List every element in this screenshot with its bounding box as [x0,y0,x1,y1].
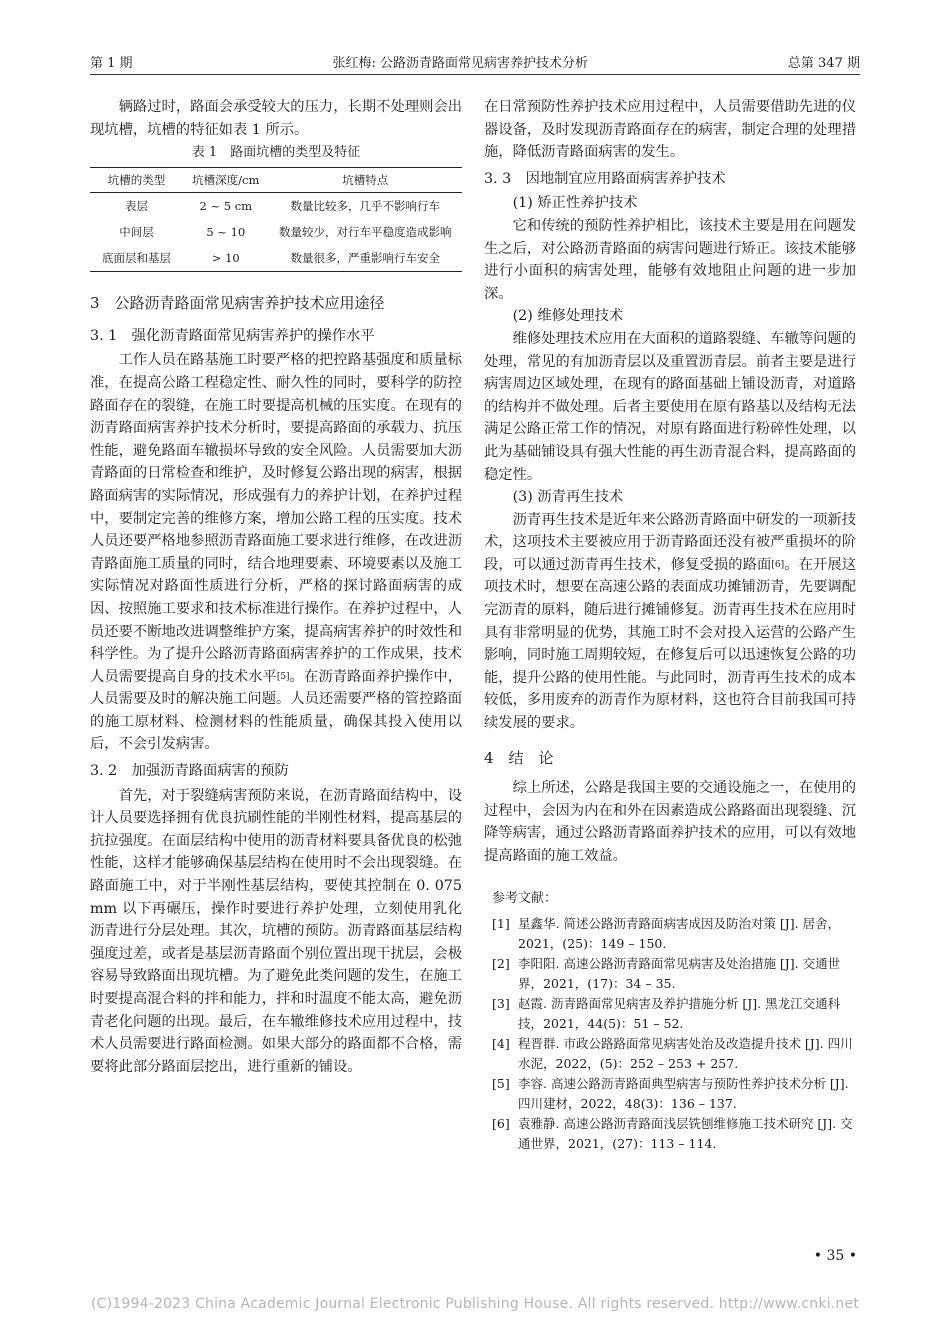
table-header-row [90,168,462,193]
reference-item [484,1114,856,1154]
header-title: 张红梅: 公路沥青路面常见病害养护技术分析 [332,55,588,71]
reference-text: 程晋群. 市政公路路面常见病害处治及改造提升技术 [J]. 四川水泥，2022，(5)：252 – 253 + 257. [518,1036,853,1072]
item-3-text-a: 沥青再生技术是近年来公路沥青路面中研发的一项新技术，这项技术主要被应用于沥青路面还没有被严重损坏的阶段，可以通过沥青再生技术，修复受损的路面 [484,511,856,573]
page-number: • 35 • [813,1248,857,1264]
section-4-heading: 4 结 论 [484,748,554,767]
table-header-cell: 坑槽特点 [269,168,462,193]
item-2-heading: (2) 维修处理技术 [512,308,624,325]
table-cell: 2 ~ 5 cm [199,199,253,214]
reference-number: [4] [492,1036,510,1052]
references-list [484,914,856,1154]
total-issue-label: 总第 347 期 [787,55,860,71]
reference-item [484,1034,856,1074]
table-cell: 底面层和基层 [90,245,183,272]
reference-number: [1] [492,916,510,932]
conclusion-paragraph: 综上所述，公路是我国主要的交通设施之一，在使用的过程中，会因为内在和外在因素造成公路路面出现裂缝、沉降等病害，通过公路沥青路面养护技术的应用，可以有效地提高路面的施工效益。 [484,780,856,864]
item-2-paragraph: 维修处理技术应用在大面积的道路裂缝、车辙等问题的处理，常见的有加沥青层以及重置沥青层。前者主要是进行病害周边区域处理，在现有的路面基础上铺设沥青，对道路的结构并不做处理。后者主要使用在原有路基以及结构无法满足公路正常工作的情况，对原有路面进行粉碎性处理，以此为基础铺设具有强大性能的再生沥青混合料，提高路面的稳定性。 [484,330,856,483]
reference-text: 星鑫华. 简述公路沥青路面病害成因及防治对策 [J]. 居舍，2021，(25)：149 – 150. [518,916,841,952]
intro-paragraph: 辆路过时，路面会承受较大的压力，长期不处理则会出现坑槽，坑槽的特征如表 1 所示。 [90,99,462,138]
reference-item [484,914,856,954]
table-cell: 数量较少，对行车平稳度造成影响 [279,225,452,240]
reference-text: 李阳阳. 高速公路沥青路面常见病害及处治措施 [J]. 交通世界，2021，(17)：34 – 35. [518,956,841,992]
right-column [484,96,856,1154]
table-cell: 表层 [125,199,148,214]
table-cell: > 10 [183,245,269,272]
table-header-cell: 坑槽深度/cm [183,168,269,193]
reference-item [484,954,856,994]
references-title: 参考文献： [492,890,558,906]
item-3-heading: (3) 沥青再生技术 [512,489,624,506]
table-header-cell: 坑槽的类型 [90,168,183,193]
section-3-1-text-b: 。在沥青路面养护操作中，人员需要及时的解决施工问题。人员还需要严格的管控路面的施工原材料、检测材料的性能质量，确保其投入使用以后，不会引发病害。 [90,668,463,753]
table-cell: 数量比较多，几乎不影响行车 [290,199,441,214]
running-header [90,48,860,75]
table-row [90,219,462,245]
table-cell: 数量很多，严重影响行车安全 [269,245,462,272]
table-caption: 表 1 路面坑槽的类型及特征 [191,145,361,161]
reference-item [484,1074,856,1114]
item-1-heading: (1) 矫正性养护技术 [512,195,638,212]
citation-6: [6] [771,559,785,570]
table-cell: 5 ~ 10 [206,225,246,240]
citation-5: [5] [276,671,290,682]
reference-number: [3] [492,996,510,1012]
reference-item [484,994,856,1034]
section-3-1-heading: 3. 1 强化沥青路面常见病害养护的操作水平 [90,327,375,344]
copyright-footer: (C)1994-2023 China Academic Journal Electronic Publishing House. All rights reserved. http://www.cnki.net [90,1296,860,1312]
section-3-2-heading: 3. 2 加强沥青路面病害的预防 [90,763,289,780]
section-3-1-text-a: 工作人员在路基施工时要严格的把控路基强度和质量标准，在提高公路工程稳定性、耐久性的同时，要科学的防控路面存在的裂缝，在施工时要提高机械的压实度。在现有的沥青路面病害养护技术分析时，要提高路面的承载力、抗压性能，避免路面车辙损坏导致的安全风险。人员需要加大沥青路面的日常检查和维护，及时修复公路出现的病害，根据路面病害的实际情况，形成强有力的养护计划，在养护过程中，要制定完善的维修方案，增加公路工程的压实度。技术人员还要严格地参照沥青路面施工要求进行维修，在改进沥青路面施工质量的同时，结合地理要素、环境要素以及施工实际情况对路面性质进行分析，严格的探讨路面病害的成因、按照施工要求和技术标准进行操作。在养护过程中，人员还要不断地改进调整维护方案，提高病害养护的时效性和科学性。为了提升公路沥青路面病害养护的工作成果，技术人员需要提高自身的技术水平 [90,352,462,685]
table-cell: 中间层 [119,225,154,240]
reference-text: 袁雅静. 高速公路沥青路面浅层铣刨维修施工技术研究 [J]. 交通世界，2021，(27)：113 – 114. [518,1116,853,1152]
section-3-3-heading: 3. 3 因地制宜应用路面病害养护技术 [484,170,726,187]
reference-number: [2] [492,956,510,972]
table-row [90,193,462,220]
left-column [90,96,462,1078]
section-3-1-paragraph [90,349,462,756]
prevention-paragraph: 在日常预防性养护技术应用过程中，人员需要借助先进的仪器设备，及时发现沥青路面存在的病害，制定合理的处理措施，降低沥青路面病害的发生。 [484,99,856,161]
reference-text: 李容. 高速公路沥青路面典型病害与预防性养护技术分析 [J]. 四川建材，2022，48(3)：136 – 137. [518,1076,849,1112]
item-1-paragraph: 它和传统的预防性养护相比，该技术主要是用在问题发生之后，对公路沥青路面的病害问题进行矫正。该技术能够进行小面积的病害处理，能够有效地阻止问题的进一步加深。 [484,217,856,302]
pothole-table [90,167,462,272]
section-3-heading: 3 公路沥青路面常见病害养护技术应用途径 [90,294,385,313]
item-3-paragraph [484,509,856,735]
item-3-text-b: 。在开展这项技术时，想要在高速公路的表面成功摊铺沥青，先要调配完沥青的原料，随后进行摊铺修复。沥青再生技术在应用时具有非常明显的优势，其施工时不会对投入运营的公路产生影响，同时施工周期较短，在修复后可以迅速恢复公路的功能，提升公路的使用性能。与此同时，沥青再生技术的成本较低，多用废弃的沥青作为原材料，这也符合目前我国可持续发展的要求。 [484,556,857,732]
reference-number: [6] [492,1116,510,1132]
section-3-2-paragraph: 首先，对于裂缝病害预防来说，在沥青路面结构中，设计人员要选择拥有优良抗刷性能的半刚性材料，提高基层的抗拉强度。在面层结构中使用的沥青材料要具备优良的松弛性能，这样才能够确保基层结构在使用时不会出现裂缝。在路面施工中，对于半刚性基层结构，要使其控制在 0. 075 mm 以下再碾压，操作时要进行养护处理，立刻使用乳化沥青进行分层处理。其次，坑槽的预防。沥青路面基层结构强度过差，或者是基层沥青路面个别位置出现干扰层，会极容易导致路面出现坑槽。为了避免此类问题的发生，在施工时要提高混合料的拌和能力，拌和时温度不能太高，避免沥青老化问题的出现。最后，在车辙维修技术应用过程中，技术人员需要进行路面检测。如果大部分的路面都不合格，需要将此部分路面层挖出，进行重新的铺设。 [90,787,462,1075]
reference-number: [5] [492,1076,510,1092]
issue-label: 第 1 期 [90,55,133,71]
table-row [90,245,462,272]
reference-text: 赵霞. 沥青路面常见病害及养护措施分析 [J]. 黑龙江交通科技，2021，44(5)：51 – 52. [518,996,841,1032]
